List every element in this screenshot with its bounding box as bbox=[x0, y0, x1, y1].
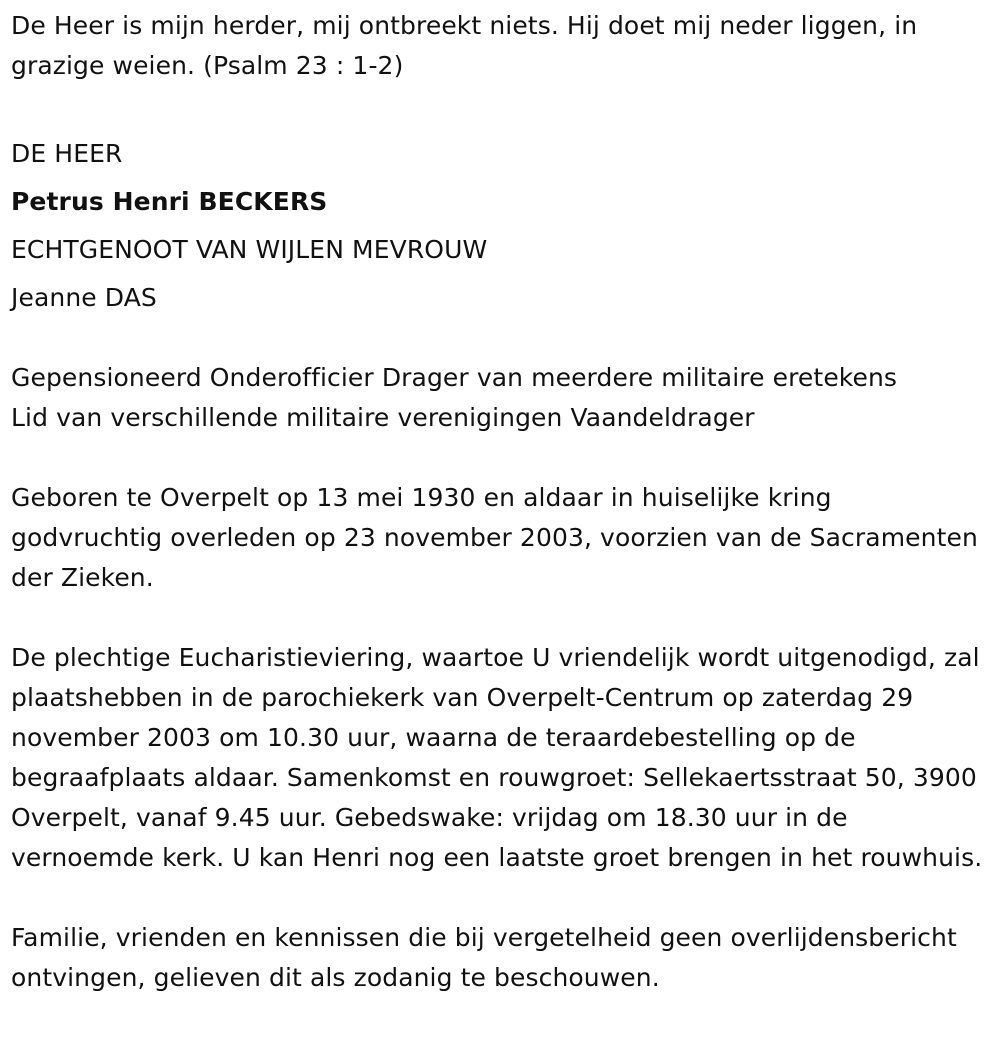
deceased-name: Petrus Henri BECKERS bbox=[11, 187, 328, 216]
spouse-name: Jeanne DAS bbox=[11, 283, 157, 312]
birth-death-paragraph: Geboren te Overpelt op 13 mei 1930 en aldaar in huiselijke kring godvruchtig overleden op 23 november 2003, voorzien van de Sacramenten der Zieken. bbox=[11, 483, 978, 592]
career-line-2: Lid van verschillende militaire verenigingen Vaandeldrager bbox=[11, 403, 755, 432]
section-gap bbox=[11, 86, 990, 126]
title-prefix: DE HEER bbox=[11, 139, 123, 168]
section-gap bbox=[11, 878, 990, 918]
career-line-1: Gepensioneerd Onderofficier Drager van meerdere militaire eretekens bbox=[11, 363, 898, 392]
section-gap bbox=[11, 598, 990, 638]
relation-text: ECHTGENOOT VAN WIJLEN MEVROUW bbox=[11, 235, 488, 264]
funeral-paragraph: De plechtige Eucharistieviering, waartoe U vriendelijk wordt uitgenodigd, zal plaatshebben in de parochiekerk van Overpelt-Centrum op zaterdag 29 november 2003 om 10.30 uur, waarna de teraardebestelling op de begraafplaats aldaar. Samenkomst en rouwgroet: Sellekaertsstraat 50, 3900 Overpelt, vanaf 9.45 uur. Gebedswake: vrijdag om 18.30 uur in de vernoemde kerk. U kan Henri nog een laatste groet brengen in het rouwhuis. bbox=[11, 643, 983, 872]
psalm-quote: De Heer is mijn herder, mij ontbreekt niets. Hij doet mij neder liggen, in grazige weien. (Psalm 23 : 1-2) bbox=[11, 11, 918, 80]
section-gap bbox=[11, 318, 990, 358]
closing-paragraph: Familie, vrienden en kennissen die bij vergetelheid geen overlijdensbericht ontvingen, gelieven dit als zodanig te beschouwen. bbox=[11, 923, 957, 992]
section-gap bbox=[11, 438, 990, 478]
